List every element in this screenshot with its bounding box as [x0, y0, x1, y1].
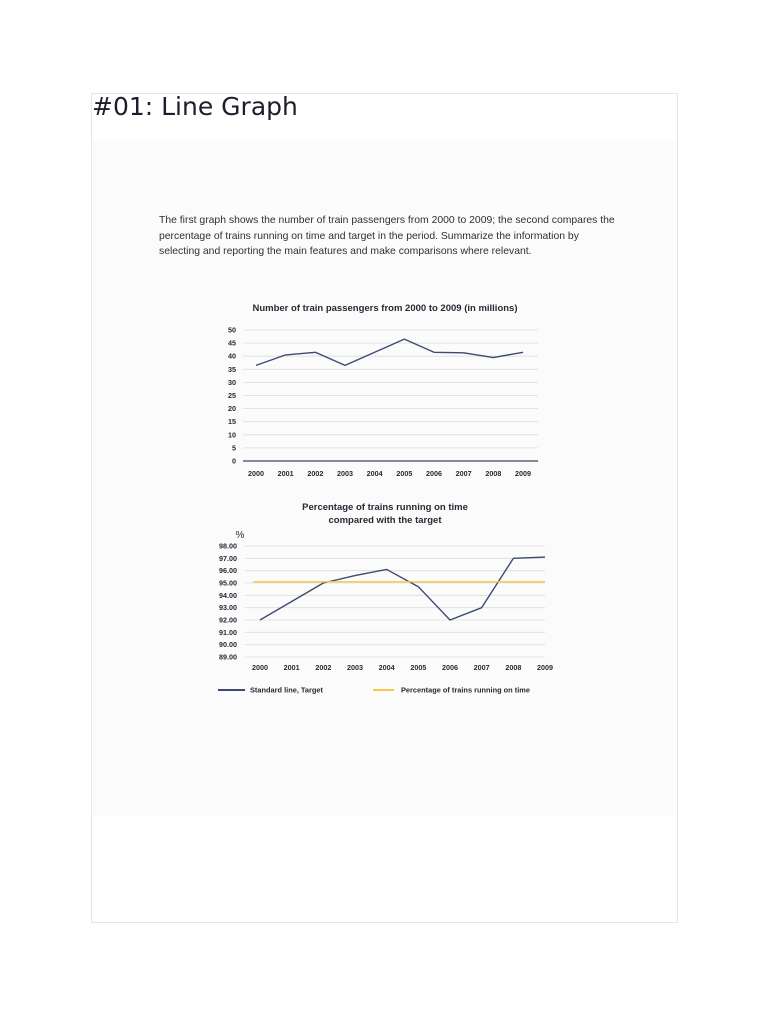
- chart-1-x-tick-label: 2002: [307, 469, 324, 478]
- chart-2-x-tick-label: 2006: [442, 663, 458, 672]
- chart-1-y-tick-label: 15: [228, 417, 236, 427]
- chart-1-y-tick-label: 20: [228, 404, 236, 414]
- chart-1-y-tick-label: 35: [228, 364, 236, 374]
- chart-1-y-tick-label: 45: [228, 338, 236, 348]
- chart-1-y-tick-label: 40: [228, 351, 236, 361]
- chart-2-y-tick-label: 97.00: [219, 553, 237, 563]
- chart-2-y-tick-label: 94.00: [219, 590, 237, 600]
- chart-2-title-line-2: compared with the target: [328, 515, 442, 526]
- chart-1-x-tick-label: 2000: [248, 469, 264, 478]
- chart-2-y-tick-label: 90.00: [219, 640, 237, 650]
- chart-1-x-tick-label: 2001: [277, 469, 294, 478]
- task-description: The first graph shows the number of train passengers from 2000 to 2009; the second compares the percentage of trains running on time and target in the period. Summarize the information by selecting and reporting the main features and make comparisons where relevant.: [159, 215, 615, 257]
- page-heading: #01: Line Graph: [92, 92, 298, 121]
- chart-1-x-tick-label: 2004: [366, 469, 383, 478]
- chart-1-y-tick-label: 25: [228, 391, 236, 400]
- chart-2-legend-label-1: Standard line, Target: [250, 685, 323, 695]
- chart-2-y-tick-label: 98.00: [219, 541, 237, 551]
- chart-1-y-tick-label: 50: [228, 325, 236, 335]
- chart-2-x-tick-label: 2001: [283, 663, 300, 672]
- chart-1-x-tick-label: 2009: [515, 469, 531, 478]
- chart-1-y-tick-label: 0: [232, 456, 236, 466]
- chart-2-x-tick-label: 2007: [473, 663, 490, 672]
- chart-2-x-tick-label: 2005: [410, 663, 427, 672]
- chart-1-y-tick-label: 5: [232, 443, 236, 453]
- chart-2-series-1-line: [260, 557, 545, 620]
- chart-1-title: Number of train passengers from 2000 to 2009 (in millions): [252, 303, 518, 314]
- chart-1-x-tick-label: 2008: [485, 469, 502, 478]
- chart-1-y-tick-label: 10: [228, 430, 236, 440]
- chart-2-legend-label-2: Percentage of trains running on time: [401, 685, 530, 695]
- chart-2-x-tick-label: 2008: [505, 663, 522, 672]
- chart-2-x-tick-label: 2009: [537, 663, 553, 672]
- chart-2-title-line-1: Percentage of trains running on time: [302, 502, 468, 513]
- chart-2-y-tick-label: 96.00: [219, 566, 237, 576]
- chart-2-x-tick-label: 2003: [347, 663, 363, 672]
- chart-2-y-tick-label: 91.00: [219, 627, 237, 637]
- chart-2-unit-label: %: [235, 530, 245, 541]
- chart-1-x-tick-label: 2007: [455, 469, 472, 478]
- chart-2-y-tick-label: 89.00: [219, 652, 237, 662]
- chart-1-y-tick-label: 30: [228, 377, 236, 387]
- chart-2-x-tick-label: 2002: [315, 663, 332, 672]
- chart-2-y-tick-label: 92.00: [219, 615, 237, 625]
- chart-1-x-tick-label: 2003: [337, 469, 353, 478]
- chart-2-x-tick-label: 2000: [252, 663, 268, 672]
- chart-2-y-tick-label: 93.00: [219, 603, 237, 613]
- chart-1-x-tick-label: 2005: [396, 469, 413, 478]
- chart-2-x-tick-label: 2004: [378, 663, 395, 672]
- chart-1-x-tick-label: 2006: [426, 469, 442, 478]
- chart-2-y-tick-label: 95.00: [219, 578, 237, 588]
